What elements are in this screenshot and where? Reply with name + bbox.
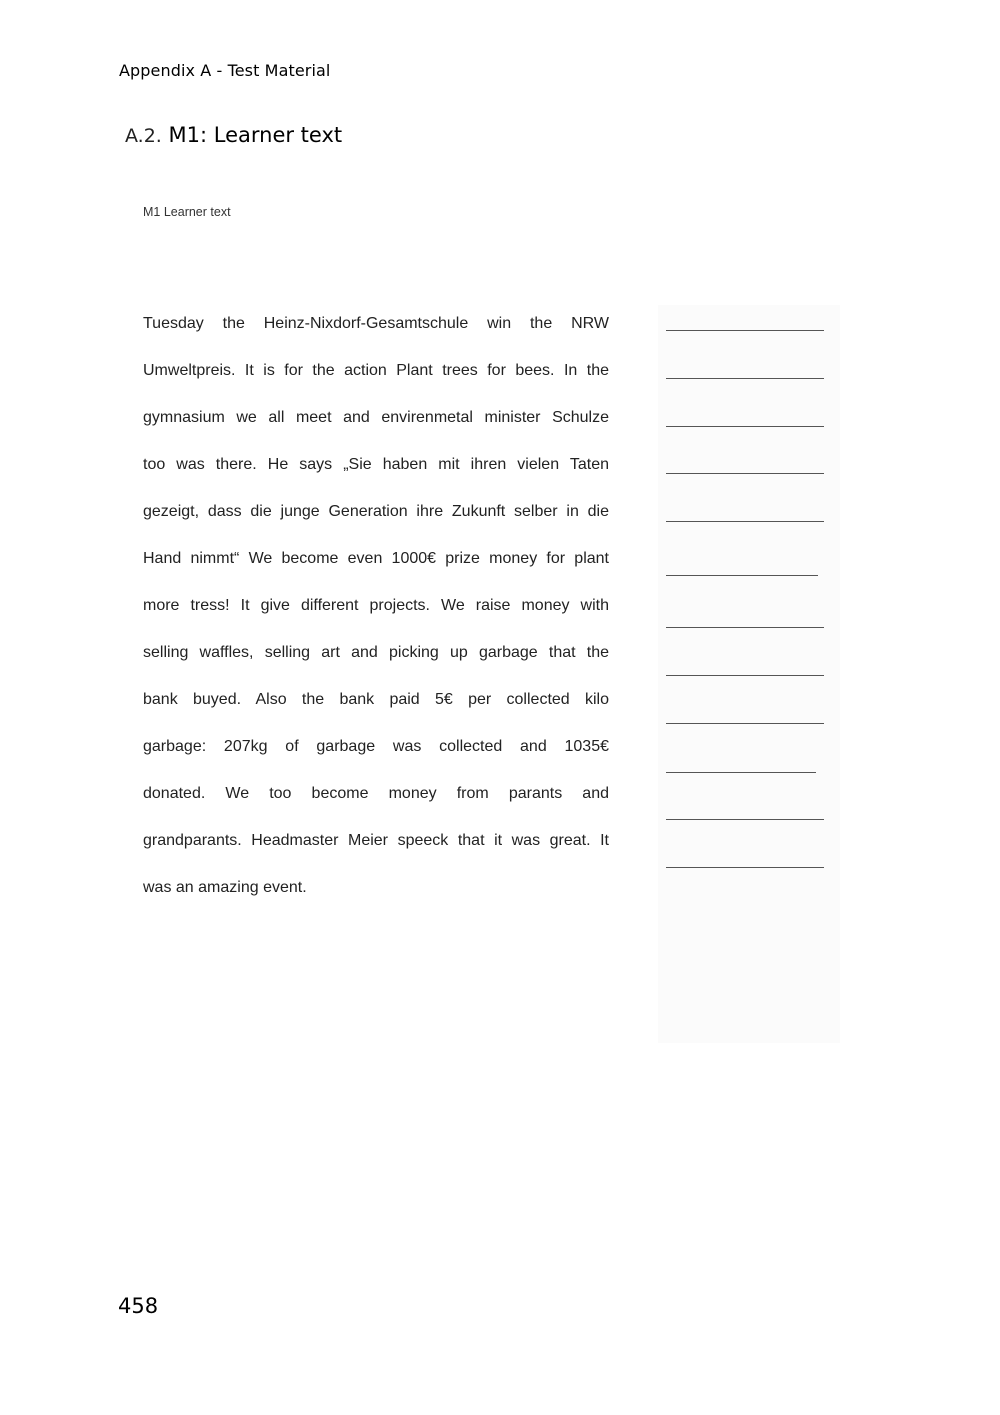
text-line: Umweltpreis. It is for the action Plant trees for bees. In the xyxy=(143,362,609,379)
answer-blank xyxy=(666,473,824,474)
running-header: Appendix A - Test Material xyxy=(119,61,331,80)
text-line: too was there. He says „Sie haben mit ihren vielen Taten xyxy=(143,456,609,473)
text-line: donated. We too become money from parants and xyxy=(143,785,609,802)
text-line: bank buyed. Also the bank paid 5€ per collected kilo xyxy=(143,691,609,708)
answer-column-background xyxy=(658,305,840,1043)
answer-blank xyxy=(666,723,824,724)
answer-blank xyxy=(666,426,824,427)
answer-blank xyxy=(666,675,824,676)
scanned-worksheet xyxy=(128,190,840,1045)
text-line: was an amazing event. xyxy=(143,879,307,896)
answer-blank xyxy=(666,867,824,868)
text-line: grandparants. Headmaster Meier speeck that it was great. It xyxy=(143,832,609,849)
learner-text xyxy=(143,311,609,922)
text-line: Tuesday the Heinz-Nixdorf-Gesamtschule win the NRW xyxy=(143,315,609,332)
answer-blank xyxy=(666,819,824,820)
answer-blank xyxy=(666,378,824,379)
page-number: 458 xyxy=(118,1294,159,1318)
text-line: more tress! It give different projects. We raise money with xyxy=(143,597,609,614)
text-line: gymnasium we all meet and envirenmetal minister Schulze xyxy=(143,409,609,426)
text-line: gezeigt, dass die junge Generation ihre Zukunft selber in die xyxy=(143,503,609,520)
text-line: garbage: 207kg of garbage was collected and 1035€ xyxy=(143,738,609,755)
text-line: selling waffles, selling art and picking up garbage that the xyxy=(143,644,609,661)
answer-blank xyxy=(666,521,824,522)
section-title: M1: Learner text xyxy=(168,123,343,147)
worksheet-label: M1 Learner text xyxy=(143,205,231,219)
answer-blank xyxy=(666,627,824,628)
answer-blank xyxy=(666,575,818,576)
answer-blank xyxy=(666,772,816,773)
answer-blank xyxy=(666,330,824,331)
text-line: Hand nimmt“ We become even 1000€ prize money for plant xyxy=(143,550,609,567)
section-number: A.2. xyxy=(125,125,162,147)
section-heading xyxy=(125,121,342,150)
